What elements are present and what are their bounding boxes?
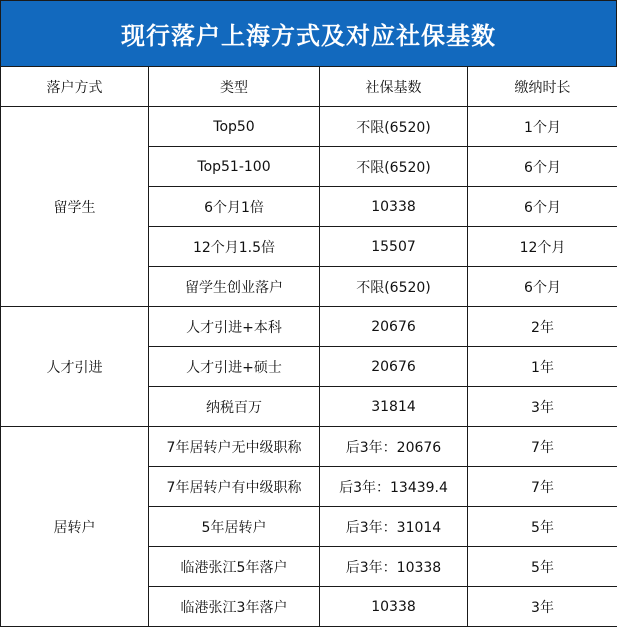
- cell-base: 31814: [320, 387, 468, 427]
- header-type: 类型: [149, 67, 320, 107]
- cell-type: 临港张江5年落户: [149, 547, 320, 587]
- cell-type: 7年居转户有中级职称: [149, 467, 320, 507]
- cell-base: 后3年：31014: [320, 507, 468, 547]
- table-row: [1, 427, 617, 467]
- header-duration: 缴纳时长: [468, 67, 617, 107]
- header-base: 社保基数: [320, 67, 468, 107]
- cell-type: 6个月1倍: [149, 187, 320, 227]
- cell-duration: 6个月: [468, 147, 617, 187]
- cell-base: 15507: [320, 227, 468, 267]
- cell-base: 后3年：10338: [320, 547, 468, 587]
- group-name-residence-conversion: 居转户: [1, 427, 149, 627]
- cell-type: 12个月1.5倍: [149, 227, 320, 267]
- cell-type: Top50: [149, 107, 320, 147]
- cell-base: 不限(6520): [320, 147, 468, 187]
- header-method: 落户方式: [1, 67, 149, 107]
- cell-duration: 5年: [468, 507, 617, 547]
- cell-type: 5年居转户: [149, 507, 320, 547]
- cell-duration: 12个月: [468, 227, 617, 267]
- cell-duration: 7年: [468, 427, 617, 467]
- cell-duration: 3年: [468, 587, 617, 627]
- cell-type: 临港张江3年落户: [149, 587, 320, 627]
- table-row: [1, 107, 617, 147]
- cell-type: 纳税百万: [149, 387, 320, 427]
- cell-base: 不限(6520): [320, 267, 468, 307]
- cell-base: 不限(6520): [320, 107, 468, 147]
- cell-base: 10338: [320, 187, 468, 227]
- cell-type: Top51-100: [149, 147, 320, 187]
- cell-type: 人才引进+硕士: [149, 347, 320, 387]
- cell-duration: 2年: [468, 307, 617, 347]
- cell-duration: 3年: [468, 387, 617, 427]
- table-row: [1, 307, 617, 347]
- cell-base: 10338: [320, 587, 468, 627]
- cell-duration: 1个月: [468, 107, 617, 147]
- cell-duration: 1年: [468, 347, 617, 387]
- cell-duration: 6个月: [468, 187, 617, 227]
- cell-base: 20676: [320, 307, 468, 347]
- cell-duration: 5年: [468, 547, 617, 587]
- cell-base: 后3年：20676: [320, 427, 468, 467]
- header-row: [1, 67, 617, 107]
- cell-base: 20676: [320, 347, 468, 387]
- cell-duration: 7年: [468, 467, 617, 507]
- cell-type: 留学生创业落户: [149, 267, 320, 307]
- cell-type: 人才引进+本科: [149, 307, 320, 347]
- cell-base: 后3年：13439.4: [320, 467, 468, 507]
- cell-type: 7年居转户无中级职称: [149, 427, 320, 467]
- cell-duration: 6个月: [468, 267, 617, 307]
- group-name-overseas-students: 留学生: [1, 107, 149, 307]
- settlement-table: [0, 66, 617, 627]
- table-title: 现行落户上海方式及对应社保基数: [0, 0, 617, 66]
- group-name-talent-introduction: 人才引进: [1, 307, 149, 427]
